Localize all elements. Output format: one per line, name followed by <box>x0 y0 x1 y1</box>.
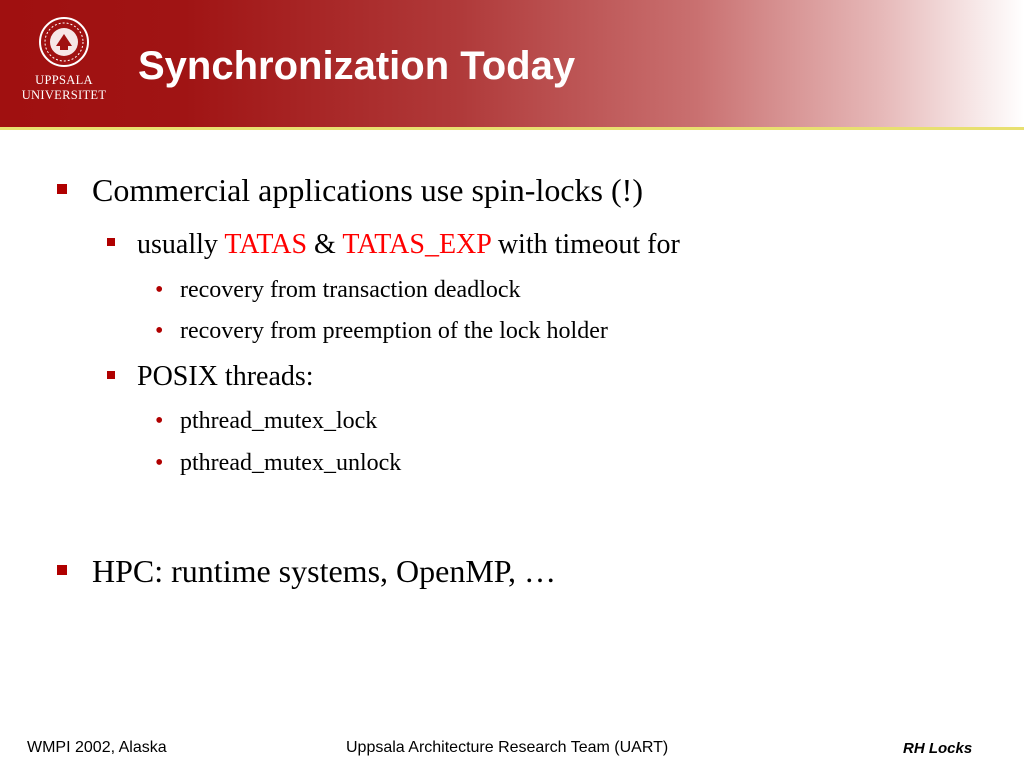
square-bullet-icon <box>57 565 67 575</box>
logo-line-1: UPPSALA <box>35 73 93 87</box>
university-logo <box>14 16 114 112</box>
bullet-commercial-applications: Commercial applications use spin-locks (!) <box>92 172 643 208</box>
bullet-recovery-preemption: recovery from preemption of the lock holder <box>180 318 608 344</box>
university-seal-icon <box>38 16 90 68</box>
dot-bullet-icon: • <box>155 450 164 476</box>
dot-bullet-icon: • <box>155 277 164 303</box>
footer-left: WMPI 2002, Alaska <box>27 739 167 756</box>
bullet-posix-threads: POSIX threads: <box>137 361 314 392</box>
bullet-recovery-deadlock: recovery from transaction deadlock <box>180 277 521 303</box>
square-bullet-icon <box>57 184 67 194</box>
header-divider <box>0 127 1024 130</box>
text-tatas-exp: TATAS_EXP <box>342 229 491 260</box>
bullet-hpc: HPC: runtime systems, OpenMP, … <box>92 553 557 589</box>
text-with-timeout: with timeout for <box>490 229 680 260</box>
text-ampersand: & <box>307 229 343 260</box>
bullet-usually-tatas <box>137 228 680 262</box>
slide-header <box>0 0 1024 127</box>
dot-bullet-icon: • <box>155 318 164 344</box>
logo-line-2: UNIVERSITET <box>21 88 107 102</box>
footer-right: RH Locks <box>903 740 973 757</box>
slide-title: Synchronization Today <box>138 44 576 88</box>
text-usually: usually <box>137 229 225 260</box>
dot-bullet-icon: • <box>155 408 164 434</box>
text-tatas: TATAS <box>224 229 308 260</box>
logo-text <box>14 73 114 103</box>
square-bullet-icon <box>107 238 115 246</box>
square-bullet-icon <box>107 371 115 379</box>
footer-center: Uppsala Architecture Research Team (UART) <box>346 739 669 756</box>
bullet-pthread-unlock: pthread_mutex_unlock <box>180 450 402 476</box>
bullet-pthread-lock: pthread_mutex_lock <box>180 408 378 434</box>
